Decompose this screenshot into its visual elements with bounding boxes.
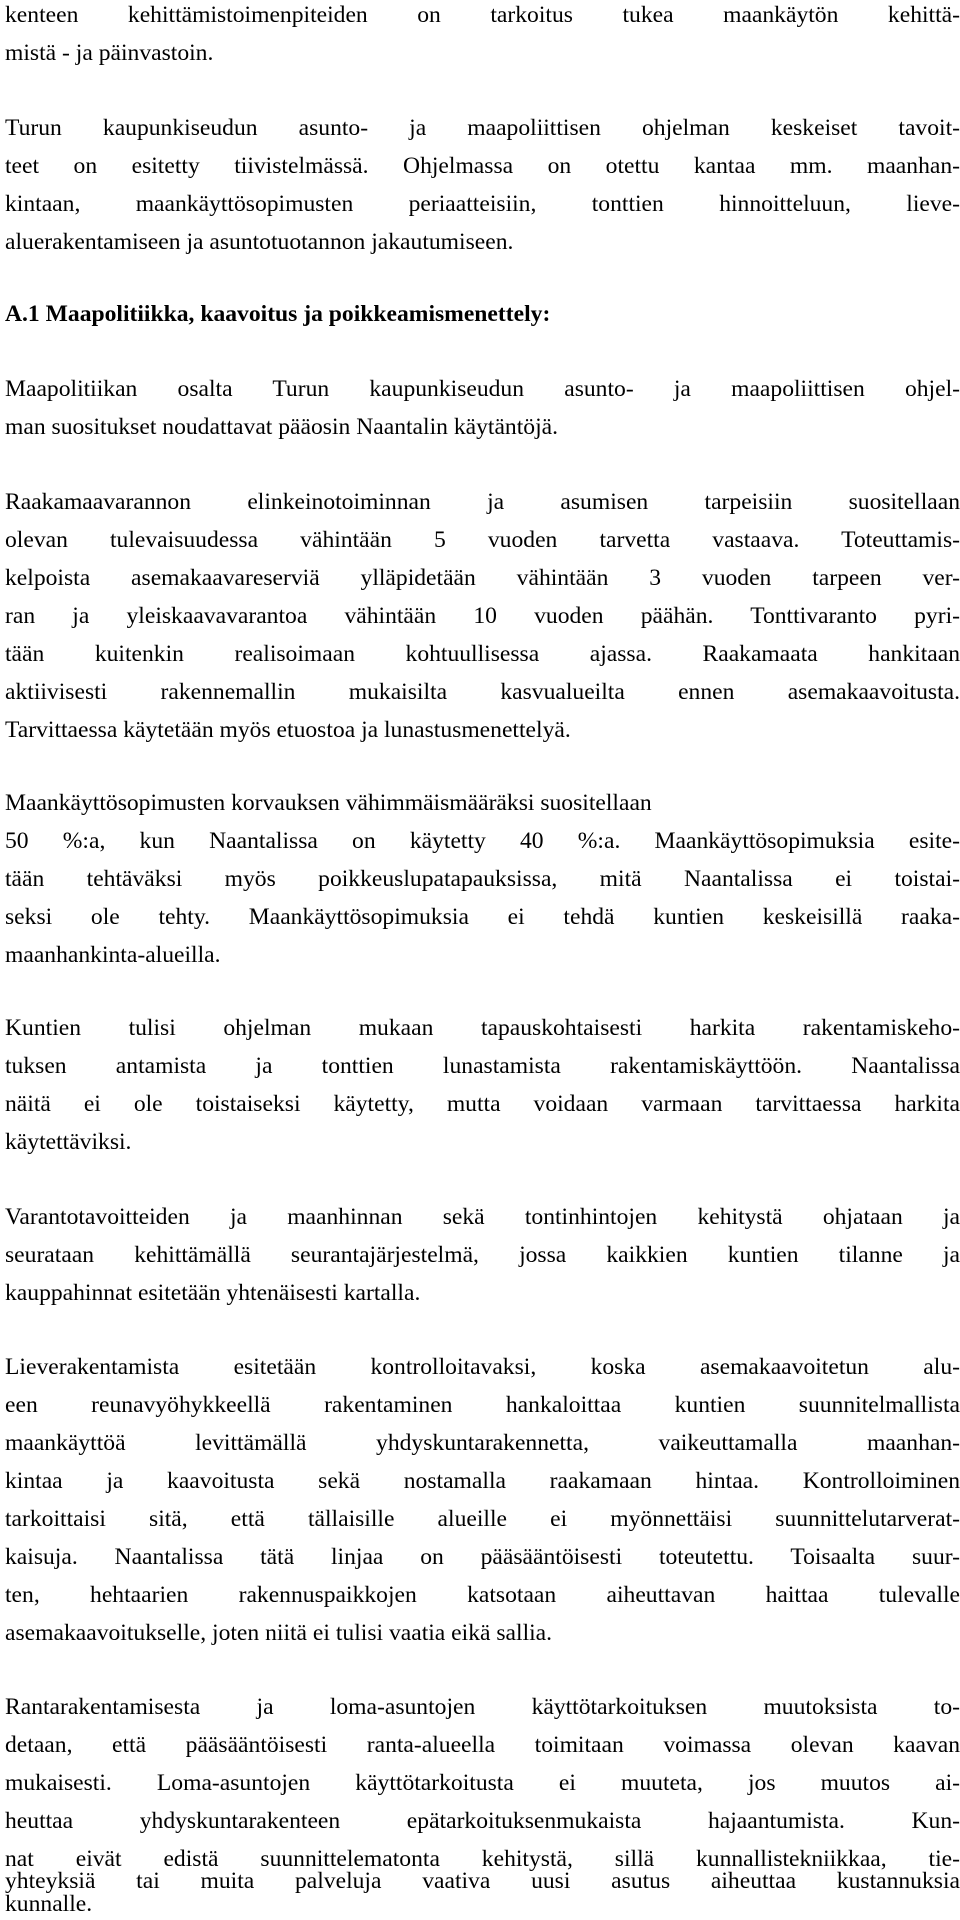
text-line: ten, hehtaarien rakennuspaikkojen katsotaan aiheuttavan haittaa tulevalle bbox=[5, 1582, 960, 1608]
text-line: kunnalle. bbox=[5, 1891, 93, 1917]
text-line: teet on esitetty tiivistelmässä. Ohjelmassa on otettu kantaa mm. maanhan- bbox=[5, 153, 960, 179]
text-line: Raakamaavarannon elinkeinotoiminnan ja asumisen tarpeisiin suositellaan bbox=[5, 489, 960, 515]
text-line: mukaisesti. Loma-asuntojen käyttötarkoitusta ei muuteta, jos muutos ai- bbox=[5, 1770, 960, 1796]
text-line: näitä ei ole toistaiseksi käytetty, mutta voidaan varmaan tarvittaessa harkita bbox=[5, 1091, 960, 1117]
text-line: kauppahinnat esitetään yhtenäisesti kartalla. bbox=[5, 1280, 421, 1306]
text-line: Kuntien tulisi ohjelman mukaan tapauskohtaisesti harkita rakentamiskeho- bbox=[5, 1015, 960, 1041]
text-line: seksi ole tehty. Maankäyttösopimuksia ei tehdä kuntien keskeisillä raaka- bbox=[5, 904, 960, 930]
text-line: man suositukset noudattavat pääosin Naantalin käytäntöjä. bbox=[5, 414, 559, 440]
text-line: maankäyttöä levittämällä yhdyskuntarakennetta, vaikeuttamalla maanhan- bbox=[5, 1430, 960, 1456]
text-line: aluerakentamiseen ja asuntotuotannon jakautumiseen. bbox=[5, 229, 514, 255]
text-line: kintaa ja kaavoitusta sekä nostamalla raakamaan hintaa. Kontrolloiminen bbox=[5, 1468, 960, 1494]
text-line: yhteyksiä tai muita palveluja vaativa uusi asutus aiheuttaa kustannuksia bbox=[5, 1868, 960, 1894]
text-line: aktiivisesti rakennemallin mukaisilta kasvualueilta ennen asemakaavoitusta. bbox=[5, 679, 960, 705]
text-line: kenteen kehittämistoimenpiteiden on tarkoitus tukea maankäytön kehittä- bbox=[5, 2, 960, 28]
text-line: tarkoittaisi sitä, että tällaisille alueille ei myönnettäisi suunnittelutarverat- bbox=[5, 1506, 960, 1532]
text-line: ran ja yleiskaavavarantoa vähintään 10 vuoden päähän. Tonttivaranto pyri- bbox=[5, 603, 960, 629]
text-line: een reunavyöhykkeellä rakentaminen hankaloittaa kuntien suunnitelmallista bbox=[5, 1392, 960, 1418]
text-line: heuttaa yhdyskuntarakenteen epätarkoituksenmukaista hajaantumista. Kun- bbox=[5, 1808, 960, 1834]
text-line: asemakaavoitukselle, joten niitä ei tulisi vaatia eikä sallia. bbox=[5, 1620, 553, 1646]
text-line: tään kuitenkin realisoimaan kohtuullisessa ajassa. Raakamaata hankitaan bbox=[5, 641, 960, 667]
text-line: Rantarakentamisesta ja loma-asuntojen käyttötarkoituksen muutoksista to- bbox=[5, 1694, 960, 1720]
section-heading: A.1 Maapolitiikka, kaavoitus ja poikkeamismenettely: bbox=[5, 301, 551, 327]
text-line: Maapolitiikan osalta Turun kaupunkiseudun asunto- ja maapoliittisen ohjel- bbox=[5, 376, 960, 402]
text-line: Varantotavoitteiden ja maanhinnan sekä tontinhintojen kehitystä ohjataan ja bbox=[5, 1204, 960, 1230]
text-line: Maankäyttösopimusten korvauksen vähimmäismääräksi suositellaan bbox=[5, 790, 652, 816]
text-line: kintaan, maankäyttösopimusten periaatteisiin, tonttien hinnoitteluun, lieve- bbox=[5, 191, 960, 217]
text-line: kaisuja. Naantalissa tätä linjaa on pääsääntöisesti toteutettu. Toisaalta suur- bbox=[5, 1544, 960, 1570]
text-line: detaan, että pääsääntöisesti ranta-alueella toimitaan voimassa olevan kaavan bbox=[5, 1732, 960, 1758]
text-line: maanhankinta-alueilla. bbox=[5, 942, 221, 968]
text-line: Turun kaupunkiseudun asunto- ja maapoliittisen ohjelman keskeiset tavoit- bbox=[5, 115, 960, 141]
text-line: käytettäviksi. bbox=[5, 1129, 132, 1155]
text-line: tään tehtäväksi myös poikkeuslupatapauksissa, mitä Naantalissa ei toistai- bbox=[5, 866, 960, 892]
text-line: Lieverakentamista esitetään kontrolloitavaksi, koska asemakaavoitetun alu- bbox=[5, 1354, 960, 1380]
text-line: nat eivät edistä suunnittelematonta kehitystä, sillä kunnallistekniikkaa, tie- bbox=[5, 1846, 960, 1872]
text-line: Tarvittaessa käytetään myös etuostoa ja lunastusmenettelyä. bbox=[5, 717, 571, 743]
text-line: seurataan kehittämällä seurantajärjestelmä, jossa kaikkien kuntien tilanne ja bbox=[5, 1242, 960, 1268]
text-line: kelpoista asemakaavareserviä ylläpidetään vähintään 3 vuoden tarpeen ver- bbox=[5, 565, 960, 591]
text-line: olevan tulevaisuudessa vähintään 5 vuoden tarvetta vastaava. Toteuttamis- bbox=[5, 527, 960, 553]
text-line: mistä - ja päinvastoin. bbox=[5, 40, 214, 66]
text-line: 50 %:a, kun Naantalissa on käytetty 40 %:a. Maankäyttösopimuksia esite- bbox=[5, 828, 960, 854]
text-line: tuksen antamista ja tonttien lunastamista rakentamiskäyttöön. Naantalissa bbox=[5, 1053, 960, 1079]
